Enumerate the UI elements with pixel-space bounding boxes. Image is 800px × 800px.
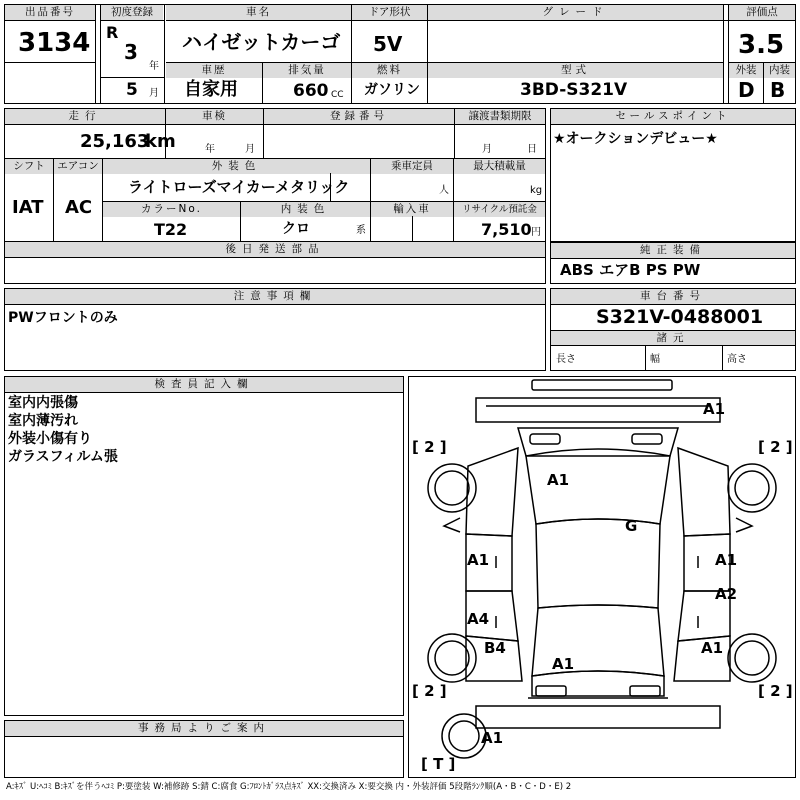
tire-label-front-right: [ 2 ]: [758, 438, 793, 456]
sales-point-label: セールスポイント: [551, 109, 795, 124]
width-label: 幅: [650, 354, 660, 365]
ext-color: ライトローズマイカーメタリック: [128, 178, 350, 196]
chassis-label: 車台番号: [551, 289, 795, 304]
damage-mark-front-bumper: A1: [703, 400, 726, 418]
notes-text: PWフロントのみ: [8, 310, 118, 326]
interior-grade: B: [770, 78, 786, 102]
color-no: T22: [154, 220, 188, 239]
first-reg-label: 初度登録: [101, 5, 163, 20]
damage-mark-right-front-door: A1: [715, 551, 738, 569]
door-type: 5V: [373, 32, 403, 56]
reg-year: 3: [124, 40, 138, 64]
legend: A:ｷｽﾞ U:ﾍｺﾐ B:ｷｽﾞを伴うﾍｺﾐ P:要塗装 W:補修跡 S:錆 C:腐食 G:ﾌﾛﾝﾄｶﾞﾗｽ点ｷｽﾞ XX:交換済み X:要交換 内・外装評価 5段階ﾗﾝｸ順(A・B・C・D・E) 2: [6, 782, 572, 792]
later-parts-label: 後日発送部品: [5, 242, 545, 257]
damage-mark-right-rear-quarter: A1: [701, 639, 724, 657]
color-no-label: カラーNo.: [103, 202, 240, 217]
int-color-suffix: 系: [356, 225, 366, 236]
transfer-month-unit: 月: [482, 144, 492, 155]
interior-label: 内装: [764, 63, 795, 78]
equipment-label: 純正装備: [551, 243, 795, 258]
ext-color-label: 外装色: [103, 159, 370, 174]
ac: AC: [65, 197, 93, 218]
max-load-label: 最大積載量: [454, 159, 545, 174]
vehicle-diagram: [408, 376, 796, 778]
exterior-label: 外装: [729, 63, 763, 78]
damage-mark-hood: A1: [547, 471, 570, 489]
fuel: ガソリン: [364, 82, 420, 98]
mileage-label: 走行: [5, 109, 165, 124]
shift: IAT: [12, 197, 44, 218]
era: R: [106, 23, 119, 42]
car-name-label: 車名: [166, 5, 351, 20]
grade-label: グレード: [428, 5, 723, 20]
height-label: 高さ: [727, 354, 747, 365]
score-label: 評価点: [729, 5, 795, 20]
year-unit: 年: [149, 61, 159, 72]
tire-label-front-left: [ 2 ]: [412, 438, 447, 456]
length-label: 長さ: [556, 354, 576, 365]
tire-label-rear-right: [ 2 ]: [758, 682, 793, 700]
int-color-label: 内装色: [241, 202, 370, 217]
spec-label: 諸元: [551, 331, 795, 345]
inspection-year-unit: 年: [205, 144, 215, 155]
damage-mark-right-rear-door: A2: [715, 585, 738, 603]
history-label: 車歴: [166, 63, 262, 78]
model: 3BD-S321V: [520, 80, 628, 100]
mileage-unit: km: [145, 131, 176, 152]
inspection-month-unit: 月: [245, 144, 255, 155]
model-label: 型式: [428, 63, 723, 78]
recycle-unit: 円: [531, 227, 541, 238]
damage-mark-left-front-door: A1: [467, 551, 490, 569]
damage-mark-left-rear-quarter: B4: [484, 639, 506, 657]
history: 自家用: [184, 79, 238, 100]
inspection-label: 車検: [166, 109, 263, 124]
month-unit: 月: [149, 88, 159, 99]
inspector-line-4: ガラスフィルム張: [8, 449, 118, 465]
inspector-label: 検査員記入欄: [5, 377, 403, 392]
reg-no-label: 登録番号: [264, 109, 454, 124]
capacity-label: 乗車定員: [371, 159, 453, 174]
displacement-label: 排気量: [263, 63, 351, 78]
door-label: ドア形状: [352, 5, 427, 20]
reg-month: 5: [126, 80, 138, 100]
sales-point: ★オークションデビュー★: [553, 131, 718, 147]
transfer-day-unit: 日: [527, 144, 537, 155]
inspector-line-3: 外装小傷有り: [8, 431, 92, 447]
equipment: ABS エアB PS PW: [560, 261, 701, 279]
displacement-unit: CC: [331, 90, 344, 100]
exterior-grade: D: [738, 78, 755, 102]
fuel-label: 燃料: [352, 63, 427, 78]
damage-mark-windshield: G: [625, 517, 638, 535]
score: 3.5: [738, 30, 785, 60]
office-label: 事務局よりご案内: [5, 721, 403, 736]
damage-mark-left-rear-door: A4: [467, 610, 490, 628]
int-color: クロ: [282, 221, 310, 237]
inspector-line-1: 室内内張傷: [8, 395, 78, 411]
import-label: 輸入車: [371, 202, 453, 217]
transfer-label: 譲渡書類期限: [455, 109, 545, 124]
lot-no-label: 出品番号: [5, 5, 95, 20]
recycle: 7,510: [481, 220, 532, 239]
recycle-label: リサイクル預託金: [454, 202, 545, 217]
ac-label: エアコン: [54, 159, 102, 174]
mileage: 25,163: [80, 131, 150, 152]
chassis-number: S321V-0488001: [596, 306, 764, 328]
max-load-unit: kg: [530, 185, 543, 196]
inspector-line-2: 室内薄汚れ: [8, 413, 78, 429]
lot-no: 3134: [18, 28, 91, 58]
tire-label-rear-left: [ 2 ]: [412, 682, 447, 700]
damage-mark-rear-glass: A1: [552, 655, 575, 673]
notes-label: 注意事項欄: [5, 289, 545, 304]
displacement: 660: [293, 81, 329, 101]
capacity-unit: 人: [439, 185, 449, 196]
sales-point-box: [550, 108, 796, 242]
tire-label-spare: [ T ]: [421, 755, 456, 773]
car-name: ハイゼットカーゴ: [182, 30, 341, 54]
damage-mark-rear-bumper: A1: [481, 729, 504, 747]
shift-label: シフト: [5, 159, 53, 174]
